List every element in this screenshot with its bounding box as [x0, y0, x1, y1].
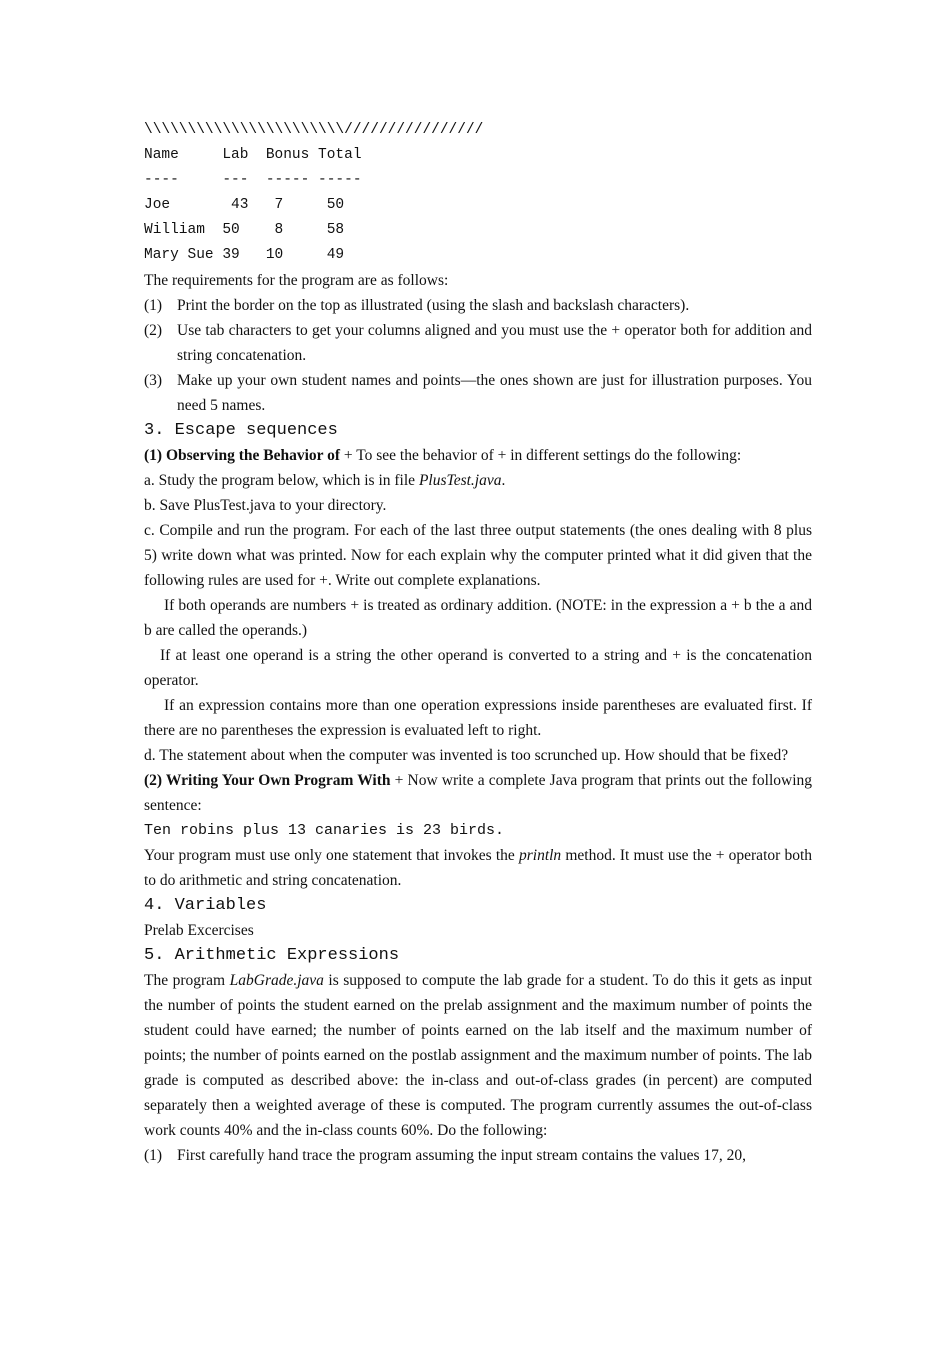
writing-paragraph: [144, 768, 812, 818]
program-requirement-text: Your program must use only one statement that invokes the: [144, 847, 519, 864]
file-name: PlusTest.java: [418, 472, 502, 489]
step-a-suffix: .: [501, 472, 506, 489]
method-name: println: [518, 847, 562, 864]
table-row: Joe 43 7 50: [144, 197, 345, 213]
example-sentence: Ten robins plus 13 canaries is 23 birds.: [144, 822, 505, 839]
rule-paragraph: If an expression contains more than one operation expressions inside parentheses are evaluated first. If there are no parentheses the expression is evaluated left to right.: [144, 697, 812, 739]
document-page: [144, 118, 812, 1168]
table-row: William 50 8 58: [144, 222, 345, 238]
file-name: LabGrade.java: [229, 972, 324, 989]
requirement-item: [144, 293, 812, 318]
step-d: d. The statement about when the computer was invented is too scrunched up. How should that be fixed?: [144, 747, 789, 764]
step-b: b. Save PlusTest.java to your directory.: [144, 497, 387, 514]
program-requirement: [144, 843, 812, 893]
table-row: Mary Sue 39 10 49: [144, 247, 345, 263]
requirement-item: [144, 318, 812, 368]
requirement-text: Print the border on the top as illustrated (using the slash and backslash characters).: [177, 297, 690, 314]
writing-title: (2) Writing Your Own Program With: [144, 772, 391, 789]
observing-paragraph: [144, 443, 812, 468]
observing-text: + To see the behavior of + in different settings do the following:: [340, 447, 742, 464]
requirement-text: Make up your own student names and points—the ones shown are just for illustration purposes. You need 5 names.: [177, 372, 812, 414]
grade-table: [144, 118, 812, 268]
observing-title: (1) Observing the Behavior of: [144, 447, 341, 464]
requirement-number: (1): [144, 297, 163, 314]
table-separator: ---- --- ----- -----: [144, 172, 362, 188]
requirement-text: Use tab characters to get your columns aligned and you must use the + operator both for addition and string concatenation.: [177, 322, 812, 364]
requirements-intro: The requirements for the program are as follows:: [144, 272, 449, 289]
task-item: [144, 1143, 812, 1168]
requirement-number: (2): [144, 322, 163, 339]
step-a-text: a. Study the program below, which is in file: [144, 472, 419, 489]
labgrade-text-continued: is supposed to compute the lab grade for a student. To do this it gets as input the number of points the student earned on the prelab assignment and the maximum number of points the student could have earned; the number of points earned on the lab itself and the maximum number of points; the number of points earned on the postlab assignment and the maximum number of points. The lab grade is computed as described above: the in-class and out-of-class grades (in percent) are computed separately then a weighted average of these is computed. The program currently assumes the out-of-class work counts 40% and the in-class counts 60%. Do the following:: [144, 972, 812, 1139]
rule-paragraph: If at least one operand is a string the other operand is converted to a string and + is the concatenation operator.: [144, 647, 812, 689]
program-requirement-suffix: method. It must use the + operator both to do arithmetic and string concatenation.: [144, 847, 813, 889]
requirement-item: [144, 368, 812, 418]
table-header: Name Lab Bonus Total: [144, 147, 362, 163]
section-heading: 5. Arithmetic Expressions: [144, 946, 400, 965]
table-border: \\\\\\\\\\\\\\\\\\\\\\\////////////////: [144, 122, 484, 138]
section-heading: 3. Escape sequences: [144, 421, 338, 440]
writing-text: + Now write a complete Java program that prints out the following sentence:: [144, 772, 813, 814]
prelab-label: Prelab Excercises: [144, 922, 254, 939]
labgrade-paragraph: [144, 968, 812, 1143]
rule-paragraph: If both operands are numbers + is treated as ordinary addition. (NOTE: in the expression a + b the a and b are called the operands.): [144, 597, 812, 639]
requirement-number: (3): [144, 372, 163, 389]
task-text: First carefully hand trace the program assuming the input stream contains the values 17, 20,: [177, 1147, 747, 1164]
section-heading: 4. Variables: [144, 896, 267, 915]
step-c: c. Compile and run the program. For each of the last three output statements (the ones dealing with 8 plus 5) write down what was printed. Now for each explain why the computer printed what it did given that the following rules are used for +. Write out complete explanations.: [144, 522, 812, 589]
step-a: [144, 468, 812, 493]
task-number: (1): [144, 1147, 163, 1164]
labgrade-text: The program: [144, 972, 230, 989]
